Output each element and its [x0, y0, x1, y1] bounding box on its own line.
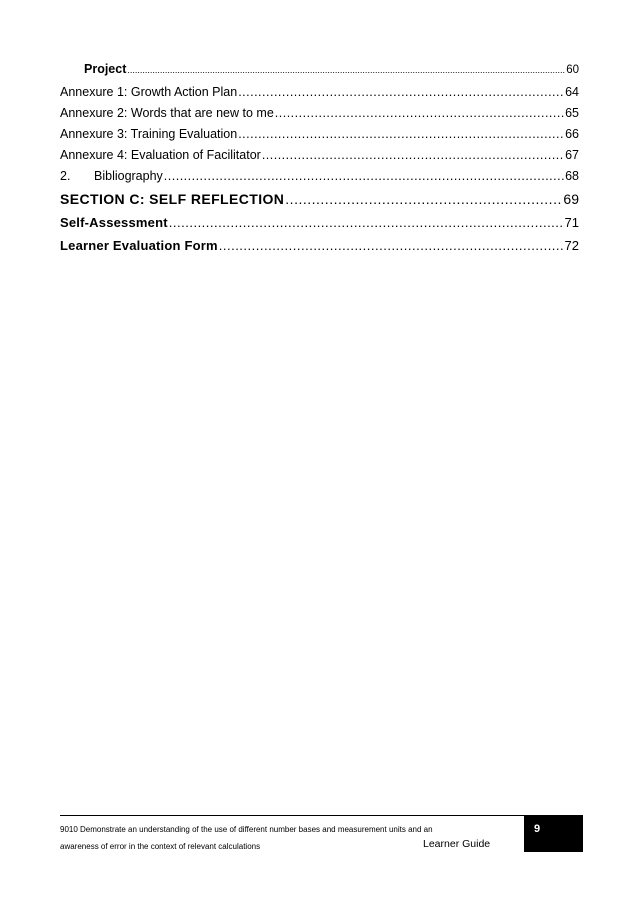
- toc-entry-label: Self-Assessment: [60, 215, 168, 230]
- toc-entry-learner-evaluation-form[interactable]: [60, 234, 579, 257]
- footer-line-1: 9010 Demonstrate an understanding of the use of different number bases and measurement units and an: [60, 825, 433, 834]
- dot-leader: [275, 103, 564, 124]
- footer-description: [60, 821, 480, 855]
- dot-leader: [238, 82, 564, 103]
- toc-entry-page: 68: [565, 169, 579, 183]
- toc-entry-number: 2.: [60, 169, 71, 183]
- toc-entry-label: Annexure 3: Training Evaluation: [60, 127, 238, 141]
- toc-entry-page: 60: [566, 64, 579, 76]
- toc-entry-label: Annexure 4: Evaluation of Facilitator: [60, 148, 261, 162]
- page-footer: [60, 815, 583, 852]
- footer-guide-label: Learner Guide: [423, 838, 491, 850]
- footer-line-2: awareness of error in the context of relevant calculations: [60, 842, 261, 851]
- toc-entry-page: 66: [565, 127, 579, 141]
- toc-entry-project[interactable]: [60, 60, 579, 80]
- toc-entry-annexure-1[interactable]: [60, 82, 579, 103]
- page-number-box: [524, 816, 583, 852]
- dot-leader: [262, 145, 564, 166]
- toc-entry-page: 71: [564, 215, 579, 230]
- toc-entry-label: Learner Evaluation Form: [60, 238, 218, 253]
- toc-entry-self-assessment[interactable]: [60, 211, 579, 234]
- toc-entry-label: Annexure 1: Growth Action Plan: [60, 85, 238, 99]
- toc-entry-page: 72: [564, 238, 579, 253]
- dot-leader: [285, 188, 562, 211]
- toc-entry-section-c[interactable]: [60, 188, 579, 211]
- page-number: 9: [534, 823, 541, 835]
- dot-leader: [127, 61, 565, 80]
- toc-entry-annexure-3[interactable]: [60, 124, 579, 145]
- table-of-contents: [60, 60, 579, 257]
- dot-leader: [219, 234, 564, 257]
- dot-leader: [238, 124, 564, 145]
- toc-entry-page: 64: [565, 85, 579, 99]
- dot-leader: [169, 211, 564, 234]
- toc-entry-label: [60, 166, 163, 187]
- toc-entry-bibliography[interactable]: [60, 166, 579, 187]
- toc-entry-annexure-4[interactable]: [60, 145, 579, 166]
- toc-entry-label: SECTION C: SELF REFLECTION: [60, 191, 285, 207]
- toc-entry-label: Annexure 2: Words that are new to me: [60, 106, 274, 120]
- toc-entry-text: Bibliography: [94, 169, 163, 183]
- toc-entry-page: 69: [563, 191, 579, 207]
- toc-entry-label: Project: [84, 62, 127, 76]
- toc-entry-annexure-2[interactable]: [60, 103, 579, 124]
- dot-leader: [164, 166, 564, 187]
- toc-entry-page: 65: [565, 106, 579, 120]
- toc-entry-page: 67: [565, 148, 579, 162]
